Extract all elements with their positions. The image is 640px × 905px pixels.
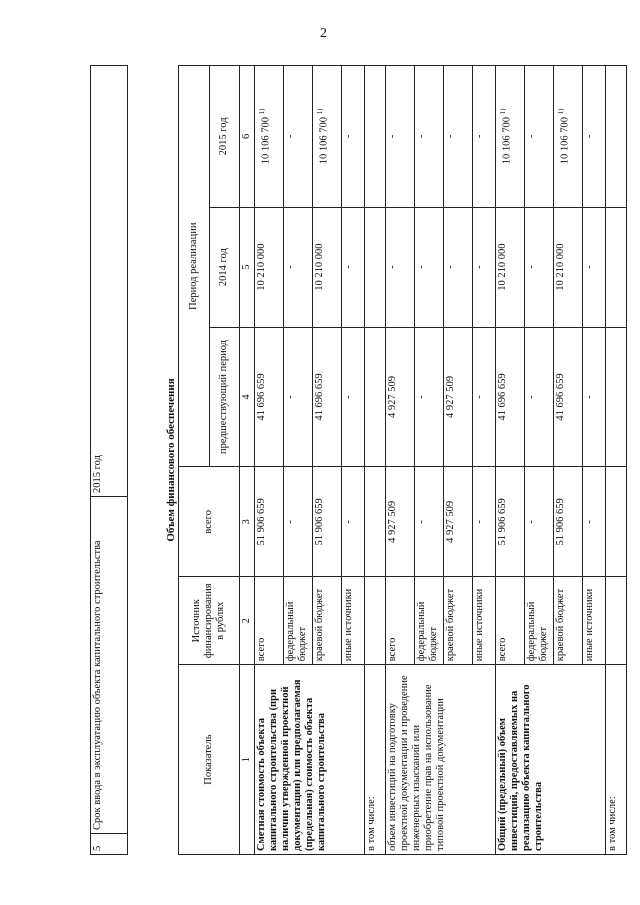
- value-2015-text: 10 106 700: [318, 117, 330, 165]
- table-row: [255, 66, 284, 855]
- source-cell: [386, 577, 415, 665]
- value-2014-text: -: [285, 265, 296, 269]
- value-2014-text: 10 210 000: [256, 243, 267, 291]
- empty-cell: [606, 577, 627, 665]
- prev-period-value: [386, 327, 415, 467]
- prev-period-value-text: 41 696 659: [497, 373, 508, 421]
- total-value: [473, 467, 496, 577]
- value-2015: [342, 66, 365, 208]
- source-cell-text: краевой бюджет: [445, 588, 456, 662]
- value-2015: [554, 66, 583, 208]
- header-2014: 2014 год: [209, 207, 240, 327]
- value-2015-text: -: [387, 134, 398, 139]
- value-2014-text: -: [387, 265, 398, 269]
- header-period: Период реализации: [179, 66, 210, 467]
- value-2014-text: 10 210 000: [555, 243, 566, 291]
- source-cell-text: федеральный бюджет: [526, 601, 549, 662]
- total-value-text: 4 927 509: [387, 500, 398, 543]
- value-2015: [525, 66, 554, 208]
- value-2014-text: 10 210 000: [314, 243, 325, 291]
- col-number: 2: [240, 577, 255, 665]
- prev-period-value-text: -: [343, 395, 354, 399]
- table-row: [91, 66, 128, 855]
- value-2015: [313, 66, 342, 208]
- total-value: [496, 467, 525, 577]
- prev-period-value-text: -: [416, 395, 427, 399]
- value-2015-text: 10 106 700: [260, 117, 272, 165]
- footnote-mark: 1): [258, 108, 266, 115]
- value-2014: [386, 207, 415, 327]
- source-cell-text: всего: [256, 637, 267, 662]
- value-2015-text: -: [445, 134, 456, 139]
- empty-cell: [365, 577, 386, 665]
- prev-period-value: [496, 327, 525, 467]
- value-2015-text: -: [474, 134, 485, 139]
- value-2014: [473, 207, 496, 327]
- source-cell-text: всего: [497, 637, 508, 662]
- header-prev-period: предшествующий период: [209, 327, 240, 467]
- prev-period-value: [313, 327, 342, 467]
- footnote-mark: 1): [316, 108, 324, 115]
- total-value-text: 51 906 659: [497, 498, 508, 546]
- value-2015: [444, 66, 473, 208]
- value-2014-text: 10 210 000: [497, 243, 508, 291]
- value-2015-text: -: [343, 134, 354, 139]
- source-cell: [583, 577, 606, 665]
- source-cell-text: федеральный бюджет: [416, 601, 439, 662]
- prev-period-value-text: 4 927 509: [387, 376, 398, 418]
- value-2015: [255, 66, 284, 208]
- row-number: 5: [91, 834, 128, 855]
- table-row: [386, 66, 415, 855]
- header-total: всего: [179, 467, 240, 577]
- term-label: Срок ввода в эксплуатацию объекта капитального строительства: [91, 497, 128, 834]
- col-number: 6: [240, 66, 255, 208]
- value-2014: [525, 207, 554, 327]
- prev-period-value-text: -: [526, 395, 537, 399]
- prev-period-value-text: -: [474, 395, 485, 399]
- value-2015: [284, 66, 313, 208]
- source-cell: [415, 577, 444, 665]
- table-title: Объем финансового обеспечения: [165, 378, 177, 542]
- header-2015: 2015 год: [209, 66, 240, 208]
- prev-period-value-text: 41 696 659: [555, 373, 566, 421]
- source-cell: [496, 577, 525, 665]
- prev-period-value: [255, 327, 284, 467]
- empty-cell: [606, 327, 627, 467]
- prev-period-value-text: 4 927 509: [445, 376, 456, 418]
- value-2015-text: 10 106 700: [501, 117, 513, 165]
- value-2015: [415, 66, 444, 208]
- empty-cell: [365, 66, 386, 208]
- empty-cell: [606, 467, 627, 577]
- value-2015-text: -: [526, 134, 537, 139]
- total-value: [583, 467, 606, 577]
- total-value: [554, 467, 583, 577]
- value-2014-text: -: [445, 265, 456, 269]
- prev-period-value: [525, 327, 554, 467]
- source-cell-text: краевой бюджет: [314, 588, 325, 662]
- value-2014: [496, 207, 525, 327]
- value-2014-text: -: [526, 265, 537, 269]
- empty-cell: [606, 207, 627, 327]
- empty-cell: [365, 467, 386, 577]
- table-row: [606, 66, 627, 855]
- rotated-content: [90, 5, 618, 855]
- indicator-label: в том числе:: [365, 665, 386, 855]
- value-2015: [386, 66, 415, 208]
- total-value-text: 51 906 659: [256, 498, 267, 546]
- prev-period-value: [583, 327, 606, 467]
- source-cell-text: иные источники: [474, 588, 485, 662]
- value-2015-text: -: [285, 134, 296, 139]
- footnote-mark: 1): [557, 108, 565, 115]
- prev-period-value: [473, 327, 496, 467]
- col-number: 4: [240, 327, 255, 467]
- total-value-text: -: [584, 520, 595, 524]
- total-value-text: -: [343, 520, 354, 524]
- source-cell-text: иные источники: [584, 588, 595, 662]
- prev-period-value-text: 41 696 659: [314, 373, 325, 421]
- value-2015-text: -: [584, 134, 595, 139]
- value-2015-text: 10 106 700: [559, 117, 571, 165]
- total-value-text: -: [285, 520, 296, 524]
- col-number: 5: [240, 207, 255, 327]
- value-2015: [473, 66, 496, 208]
- indicator-label: Сметная стоимость объекта капитального строительства (при наличии утвержденной проектной документации) или предполагаемая (предельная) стоимость объекта капитального строительства: [255, 665, 365, 855]
- source-cell: [284, 577, 313, 665]
- total-value: [313, 467, 342, 577]
- commissioning-term-table: [90, 65, 128, 855]
- source-cell-text: всего: [387, 637, 398, 662]
- total-value-text: -: [474, 520, 485, 524]
- value-2014: [284, 207, 313, 327]
- value-2015: [583, 66, 606, 208]
- total-value-text: 51 906 659: [314, 498, 325, 546]
- value-2015: [496, 66, 525, 208]
- source-cell-text: федеральный бюджет: [285, 601, 308, 662]
- total-value-text: -: [526, 520, 537, 524]
- source-cell: [255, 577, 284, 665]
- table-row: [496, 66, 525, 855]
- value-2014-text: -: [474, 265, 485, 269]
- source-cell: [554, 577, 583, 665]
- prev-period-value-text: -: [285, 395, 296, 399]
- page-number: 2: [320, 26, 327, 41]
- value-2014: [415, 207, 444, 327]
- total-value: [342, 467, 365, 577]
- col-number: 3: [240, 467, 255, 577]
- total-value: [525, 467, 554, 577]
- prev-period-value-text: -: [584, 395, 595, 399]
- prev-period-value: [554, 327, 583, 467]
- total-value: [284, 467, 313, 577]
- indicator-label: объем инвестиций на подготовку проектной документации и проведение инженерных изысканий или приобретение прав на использование типовой проектной документации: [386, 665, 496, 855]
- empty-cell: [606, 66, 627, 208]
- total-value-text: 51 906 659: [555, 498, 566, 546]
- table-row: [365, 66, 386, 855]
- term-value: 2015 год: [91, 66, 128, 497]
- value-2014-text: -: [343, 265, 354, 269]
- financing-table: [160, 65, 627, 855]
- footnote-mark: 1): [499, 108, 507, 115]
- value-2014-text: -: [416, 265, 427, 269]
- total-value: [255, 467, 284, 577]
- value-2014: [554, 207, 583, 327]
- total-value: [415, 467, 444, 577]
- value-2015-text: -: [416, 134, 427, 139]
- indicator-label: в том числе:: [606, 665, 627, 855]
- col-number: 1: [240, 665, 255, 855]
- source-cell-text: краевой бюджет: [555, 588, 566, 662]
- value-2014: [583, 207, 606, 327]
- value-2014: [342, 207, 365, 327]
- total-value-text: -: [416, 520, 427, 524]
- value-2014: [255, 207, 284, 327]
- source-cell-text: иные источники: [343, 588, 354, 662]
- source-cell: [525, 577, 554, 665]
- source-cell: [313, 577, 342, 665]
- header-indicator: Показатель: [179, 665, 240, 855]
- empty-cell: [365, 327, 386, 467]
- empty-cell: [365, 207, 386, 327]
- prev-period-value: [415, 327, 444, 467]
- value-2014: [313, 207, 342, 327]
- column-numbers-row: [240, 66, 255, 855]
- total-value-text: 4 927 509: [445, 500, 456, 543]
- value-2014-text: -: [584, 265, 595, 269]
- prev-period-value: [284, 327, 313, 467]
- header-source: Источник финансирования в рублях: [179, 577, 240, 665]
- source-cell: [342, 577, 365, 665]
- value-2014: [444, 207, 473, 327]
- source-cell: [473, 577, 496, 665]
- indicator-label: Общий (предельный) объем инвестиций, предоставляемых на реализацию объекта капитального строительства: [496, 665, 606, 855]
- prev-period-value: [444, 327, 473, 467]
- prev-period-value-text: 41 696 659: [256, 373, 267, 421]
- total-value: [386, 467, 415, 577]
- source-cell: [444, 577, 473, 665]
- prev-period-value: [342, 327, 365, 467]
- total-value: [444, 467, 473, 577]
